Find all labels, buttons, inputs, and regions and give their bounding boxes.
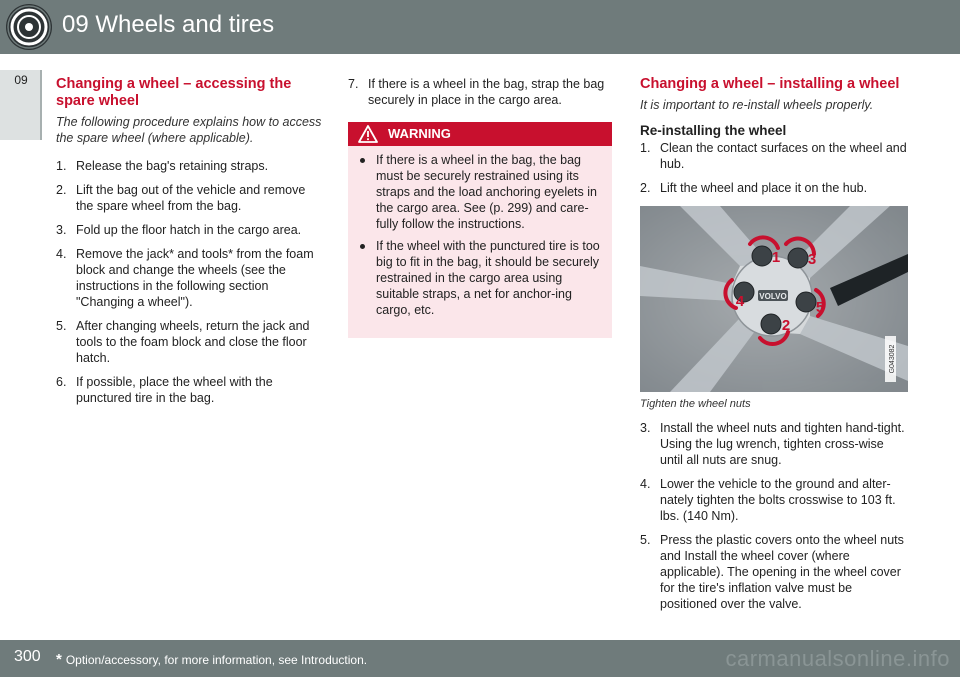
warning-title: WARNING (388, 126, 451, 141)
list-item: 1. Release the bag's retaining straps. (56, 159, 269, 173)
wheel-drawing (640, 206, 908, 392)
warning-header (348, 122, 612, 146)
list-item: 4. Remove the jack* and tools* from the foam block and change the wheels (see the instructions in the following section "Changing a wheel"). (56, 247, 314, 309)
list-item: If the wheel with the punctured tire is too big to fit in the bag, it should be securely restrained in the cargo area using suitable straps, a net for anchor-ing cargo, etc. (358, 238, 602, 318)
chapter-title: 09 Wheels and tires (62, 11, 275, 38)
chapter-tab (0, 70, 42, 140)
list-item: If there is a wheel in the bag, the bag must be securely restrained using its straps and the load anchoring eyelets in the cargo area. See (p. 299) and care-fully follow the instructions. (358, 152, 602, 232)
nut-label-2: 2 (781, 317, 791, 334)
wheel-icon (6, 4, 52, 50)
footnote-text: Option/accessory, for more information, see Introduction. (65, 653, 368, 667)
figure-code: G043082 (889, 344, 896, 374)
list-item: 2. Lift the bag out of the vehicle and remove the spare wheel from the bag. (56, 183, 306, 213)
nut-label-4: 4 (735, 293, 745, 310)
warning-triangle-icon (358, 125, 378, 143)
list-item: 3. Install the wheel nuts and tighten hand-tight. Using the lug wrench, tighten cross-wise until all nuts are snug. (640, 421, 905, 467)
warning-list (348, 146, 612, 318)
footnote (56, 651, 367, 668)
bullet-icon (360, 244, 365, 249)
list-item: 3. Fold up the floor hatch in the cargo area. (56, 223, 302, 237)
install-steps-second (640, 420, 908, 612)
warning-box (348, 122, 612, 338)
list-item: 6. If possible, place the wheel with the punctured tire in the bag. (56, 375, 273, 405)
list-item: 7. If there is a wheel in the bag, strap the bag securely in place in the cargo area. (348, 77, 605, 107)
nut-label-1: 1 (771, 249, 781, 266)
spare-wheel-steps-continued (348, 76, 612, 108)
column-middle (348, 76, 612, 338)
wheel-nut-illustration (640, 206, 908, 392)
section-intro-spare-wheel: The following procedure explains how to access the spare wheel (where applicable). (56, 115, 322, 145)
list-item: 5. After changing wheels, return the jack and tools to the foam block and close the floor hatch. (56, 319, 310, 365)
section-intro-install-wheel: It is important to re-install wheels properly. (640, 98, 874, 112)
figure-caption: Tighten the wheel nuts (640, 398, 751, 410)
column-right (640, 76, 908, 620)
list-item: 4. Lower the vehicle to the ground and alter-nately tighten the bolts crosswise to 103 ft. lbs. (140 Nm). (640, 477, 896, 523)
footnote-marker: * (56, 651, 62, 668)
spare-wheel-steps (56, 158, 324, 406)
section-title-install-wheel: Changing a wheel – installing a wheel (640, 76, 900, 92)
nut-label-5: 5 (815, 299, 825, 316)
subsection-title: Re-installing the wheel (640, 123, 787, 138)
install-steps-first (640, 140, 908, 196)
column-left (56, 76, 324, 414)
watermark: carmanualsonline.info (725, 646, 950, 671)
svg-text:VOLVO: VOLVO (759, 292, 787, 301)
page-header (0, 0, 960, 54)
page-number: 300 (14, 648, 41, 665)
list-item: 2. Lift the wheel and place it on the hub. (640, 181, 868, 195)
list-item: 1. Clean the contact surfaces on the wheel and hub. (640, 141, 907, 171)
list-item: 5. Press the plastic covers onto the wheel nuts and Install the wheel cover (where applicable). The opening in the wheel cover for the tire's inflation valve must be positioned over the valve. (640, 533, 904, 611)
bullet-icon (360, 158, 365, 163)
chapter-tab-label: 09 (14, 73, 28, 87)
page-footer (0, 640, 960, 677)
nut-label-3: 3 (807, 251, 817, 268)
section-title-spare-wheel: Changing a wheel – accessing the spare wheel (56, 76, 292, 109)
